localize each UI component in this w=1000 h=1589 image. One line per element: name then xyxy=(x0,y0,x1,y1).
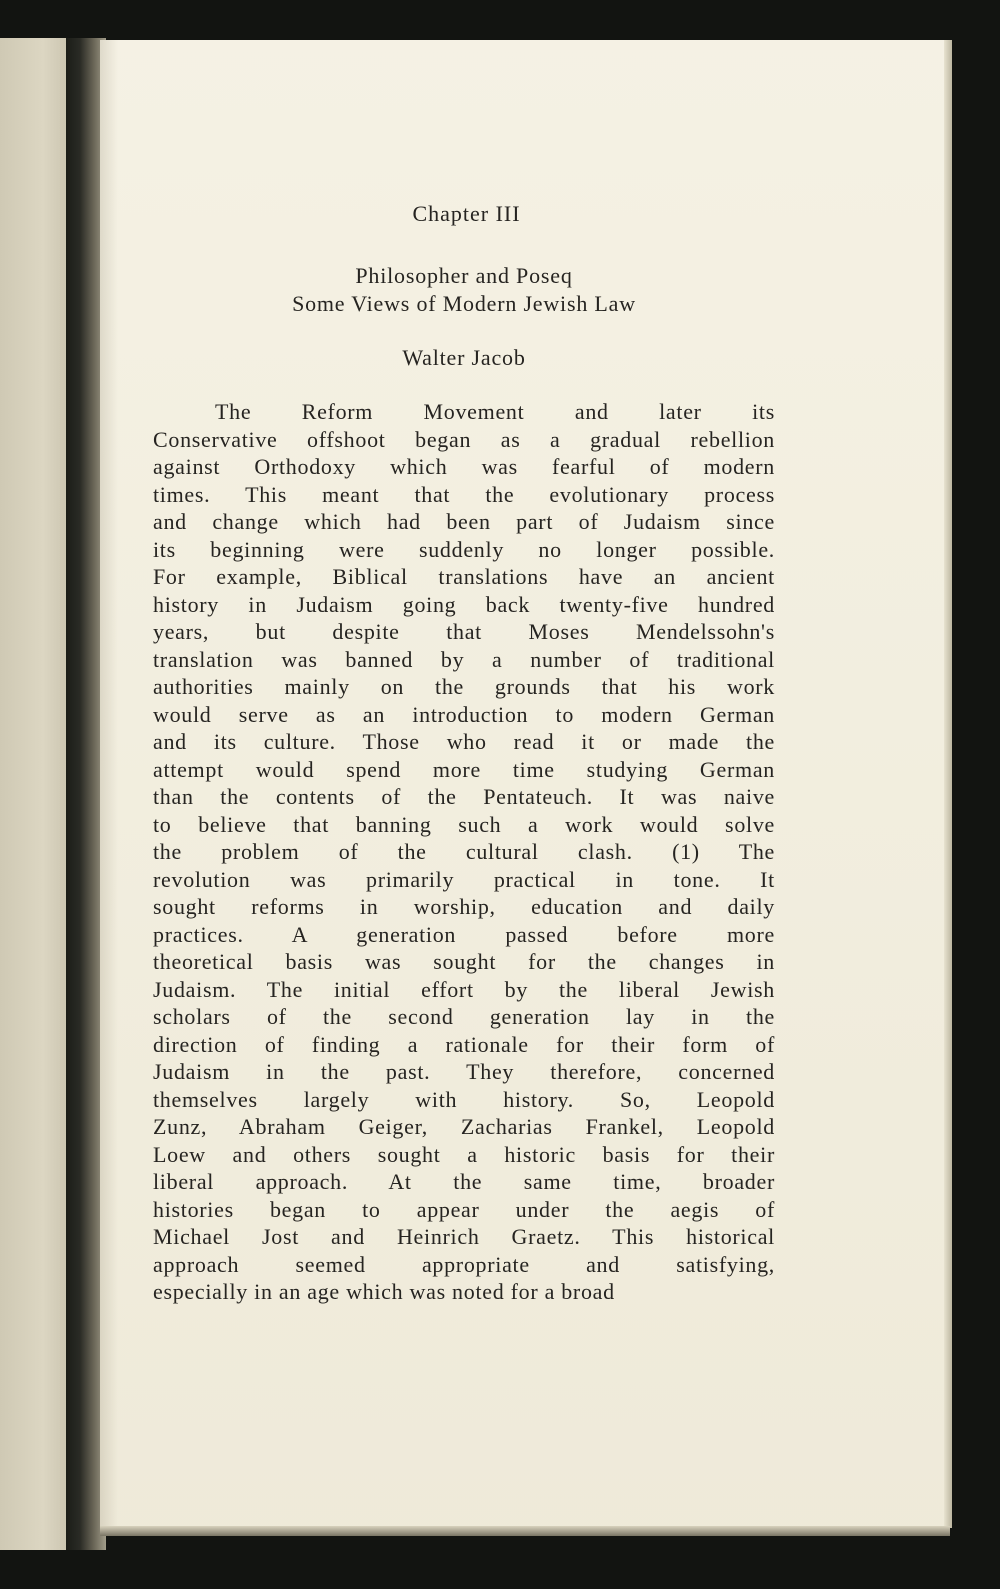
text-line: themselves largely with history. So, Leopold xyxy=(153,1086,775,1112)
text-line: practices. A generation passed before more xyxy=(153,921,775,947)
text-line: would serve as an introduction to modern German xyxy=(153,701,775,727)
page-edge-bottom xyxy=(100,1526,950,1536)
text-line: Zunz, Abraham Geiger, Zacharias Frankel, Leopold xyxy=(153,1114,775,1139)
text-line: authorities mainly on the grounds that his work xyxy=(153,674,775,699)
text-line: Judaism in the past. They therefore, concerned xyxy=(153,1059,775,1084)
text-line: against Orthodoxy which was fearful of modern xyxy=(153,454,775,479)
text-line: Conservative offshoot began as a gradual rebellion xyxy=(153,426,775,452)
text-line: its beginning were suddenly no longer possible. xyxy=(153,536,775,562)
text-line: translation was banned by a number of traditional xyxy=(153,646,775,672)
text-line: the problem of the cultural clash. (1) The xyxy=(153,839,775,864)
text-line: liberal approach. At the same time, broader xyxy=(153,1169,775,1194)
text-line: revolution was primarily practical in tone. It xyxy=(153,866,775,892)
chapter-label: Chapter III xyxy=(412,201,521,226)
facing-page-edge xyxy=(0,38,72,1550)
text-line: attempt would spend more time studying German xyxy=(153,756,775,782)
chapter-title: Philosopher and Poseq xyxy=(355,263,573,288)
text-line: years, but despite that Moses Mendelssohn's xyxy=(153,619,775,644)
text-line: histories began to appear under the aegis of xyxy=(153,1196,775,1222)
chapter-subtitle: Some Views of Modern Jewish Law xyxy=(292,291,636,316)
text-line: and change which had been part of Judaism since xyxy=(153,509,775,534)
text-line: Judaism. The initial effort by the liberal Jewish xyxy=(153,976,775,1002)
text-line: For example, Biblical translations have an ancient xyxy=(153,564,775,589)
page-content xyxy=(153,200,775,1306)
text-line: and its culture. Those who read it or made the xyxy=(153,729,775,754)
text-line: times. This meant that the evolutionary process xyxy=(153,481,775,507)
text-line: especially in an age which was noted for a broad xyxy=(153,1279,615,1304)
text-line: approach seemed appropriate and satisfying, xyxy=(153,1251,775,1277)
text-line: theoretical basis was sought for the changes in xyxy=(153,949,775,974)
body-paragraph xyxy=(153,398,775,1306)
text-line: Michael Jost and Heinrich Graetz. This historical xyxy=(153,1224,775,1249)
text-line: scholars of the second generation lay in the xyxy=(153,1004,775,1029)
text-line: Loew and others sought a historic basis for their xyxy=(153,1141,775,1167)
author-name: Walter Jacob xyxy=(402,345,526,370)
text-line: direction of finding a rationale for their form of xyxy=(153,1031,775,1057)
text-line: to believe that banning such a work would solve xyxy=(153,811,775,837)
text-line: The Reform Movement and later its xyxy=(215,399,775,424)
text-line: than the contents of the Pentateuch. It was naive xyxy=(153,784,775,809)
page-edge-right xyxy=(944,40,952,1528)
text-line: sought reforms in worship, education and daily xyxy=(153,894,775,919)
text-line: history in Judaism going back twenty-five hundred xyxy=(153,591,775,617)
